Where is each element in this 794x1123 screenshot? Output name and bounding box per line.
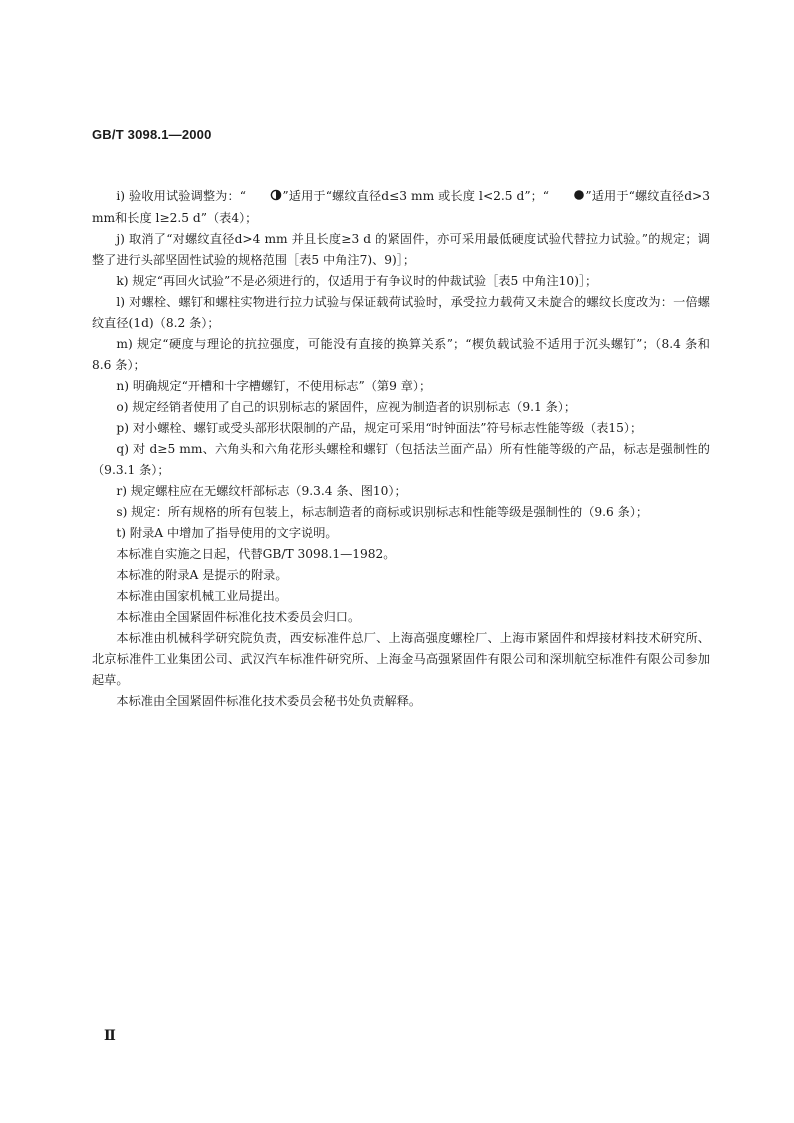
item-i-text-2: ”适用于“螺纹直径d≤3 mm 或长度 l<2.5 d”；“ <box>282 189 549 203</box>
list-item-k: k) 规定“再回火试验”不是必须进行的，仅适用于有争议时的仲裁试验［表5 中角注10)］； <box>116 274 598 288</box>
list-item-r: r) 规定螺柱应在无螺纹杆部标志（9.3.4 条、图10）； <box>116 484 407 498</box>
filled-circle-icon <box>549 187 585 208</box>
list-item-m: m) 规定“硬度与理论的抗拉强度，可能没有直接的换算关系”；“楔负载试验不适用于沉头螺钉”；（8.4 条和 8.6 条）； <box>92 337 714 372</box>
statement-centralized: 本标准由全国紧固件标准化技术委员会归口。 <box>116 610 361 624</box>
statement-proposed: 本标准由国家机械工业局提出。 <box>116 589 288 603</box>
statement-supersede: 本标准自实施之日起，代替GB/T 3098.1—1982。 <box>116 547 396 561</box>
list-item-l: l) 对螺栓、螺钉和螺柱实物进行拉力试验与保证载荷试验时，承受拉力载荷又未旋合的螺纹长度改为：一倍螺纹直径(1d)（8.2 条）； <box>92 295 710 330</box>
list-item-i <box>92 186 714 229</box>
foreword-body <box>92 186 714 712</box>
list-item-n: n) 明确规定“开槽和十字槽螺钉，不使用标志”（第9 章）； <box>116 379 432 393</box>
list-item-s: s) 规定：所有规格的所有包装上，标志制造者的商标或识别标志和性能等级是强制性的（9.6 条）； <box>116 505 649 519</box>
list-item-j: j) 取消了“对螺纹直径d>4 mm 并且长度≥3 d 的紧固件，亦可采用最低硬度试验代替拉力试验。”的规定；调整了进行头部坚固性试验的规格范围［表5 中角注7)、9)］； <box>92 232 710 267</box>
list-item-p: p) 对小螺栓、螺钉或受头部形状限制的产品，规定可采用“时钟面法”符号标志性能等级（表15）； <box>116 421 643 435</box>
statement-appendix: 本标准的附录A 是提示的附录。 <box>116 568 288 582</box>
list-item-q: q) 对 d≥5 mm、六角头和六角花形头螺栓和螺钉（包括法兰面产品）所有性能等级的产品，标志是强制性的（9.3.1 条）； <box>92 442 710 477</box>
item-i-text-3: ”适用于“螺纹直径d>3 mm和长度 l≥2.5 d”（表4）； <box>92 189 714 225</box>
statement-drafters: 本标准由机械科学研究院负责，西安标准件总厂、上海高强度螺栓厂、上海市紧固件和焊接材料技术研究所、北京标准件工业集团公司、武汉汽车标准件研究所、上海金马高强紧固件有限公司和深圳航空标准件有限公司参加起草。 <box>92 631 710 687</box>
statement-interpretation: 本标准由全国紧固件标准化技术委员会秘书处负责解释。 <box>116 694 422 708</box>
circle-half-icon <box>246 187 282 208</box>
list-item-t: t) 附录A 中增加了指导使用的文字说明。 <box>116 526 338 540</box>
page-number: Ⅱ <box>104 1029 116 1044</box>
item-i-text-1: i) 验收用试验调整为：“ <box>116 189 247 203</box>
document-code: GB/T 3098.1—2000 <box>92 127 212 142</box>
list-item-o: o) 规定经销者使用了自己的识别标志的紧固件，应视为制造者的识别标志（9.1 条）； <box>116 400 577 414</box>
